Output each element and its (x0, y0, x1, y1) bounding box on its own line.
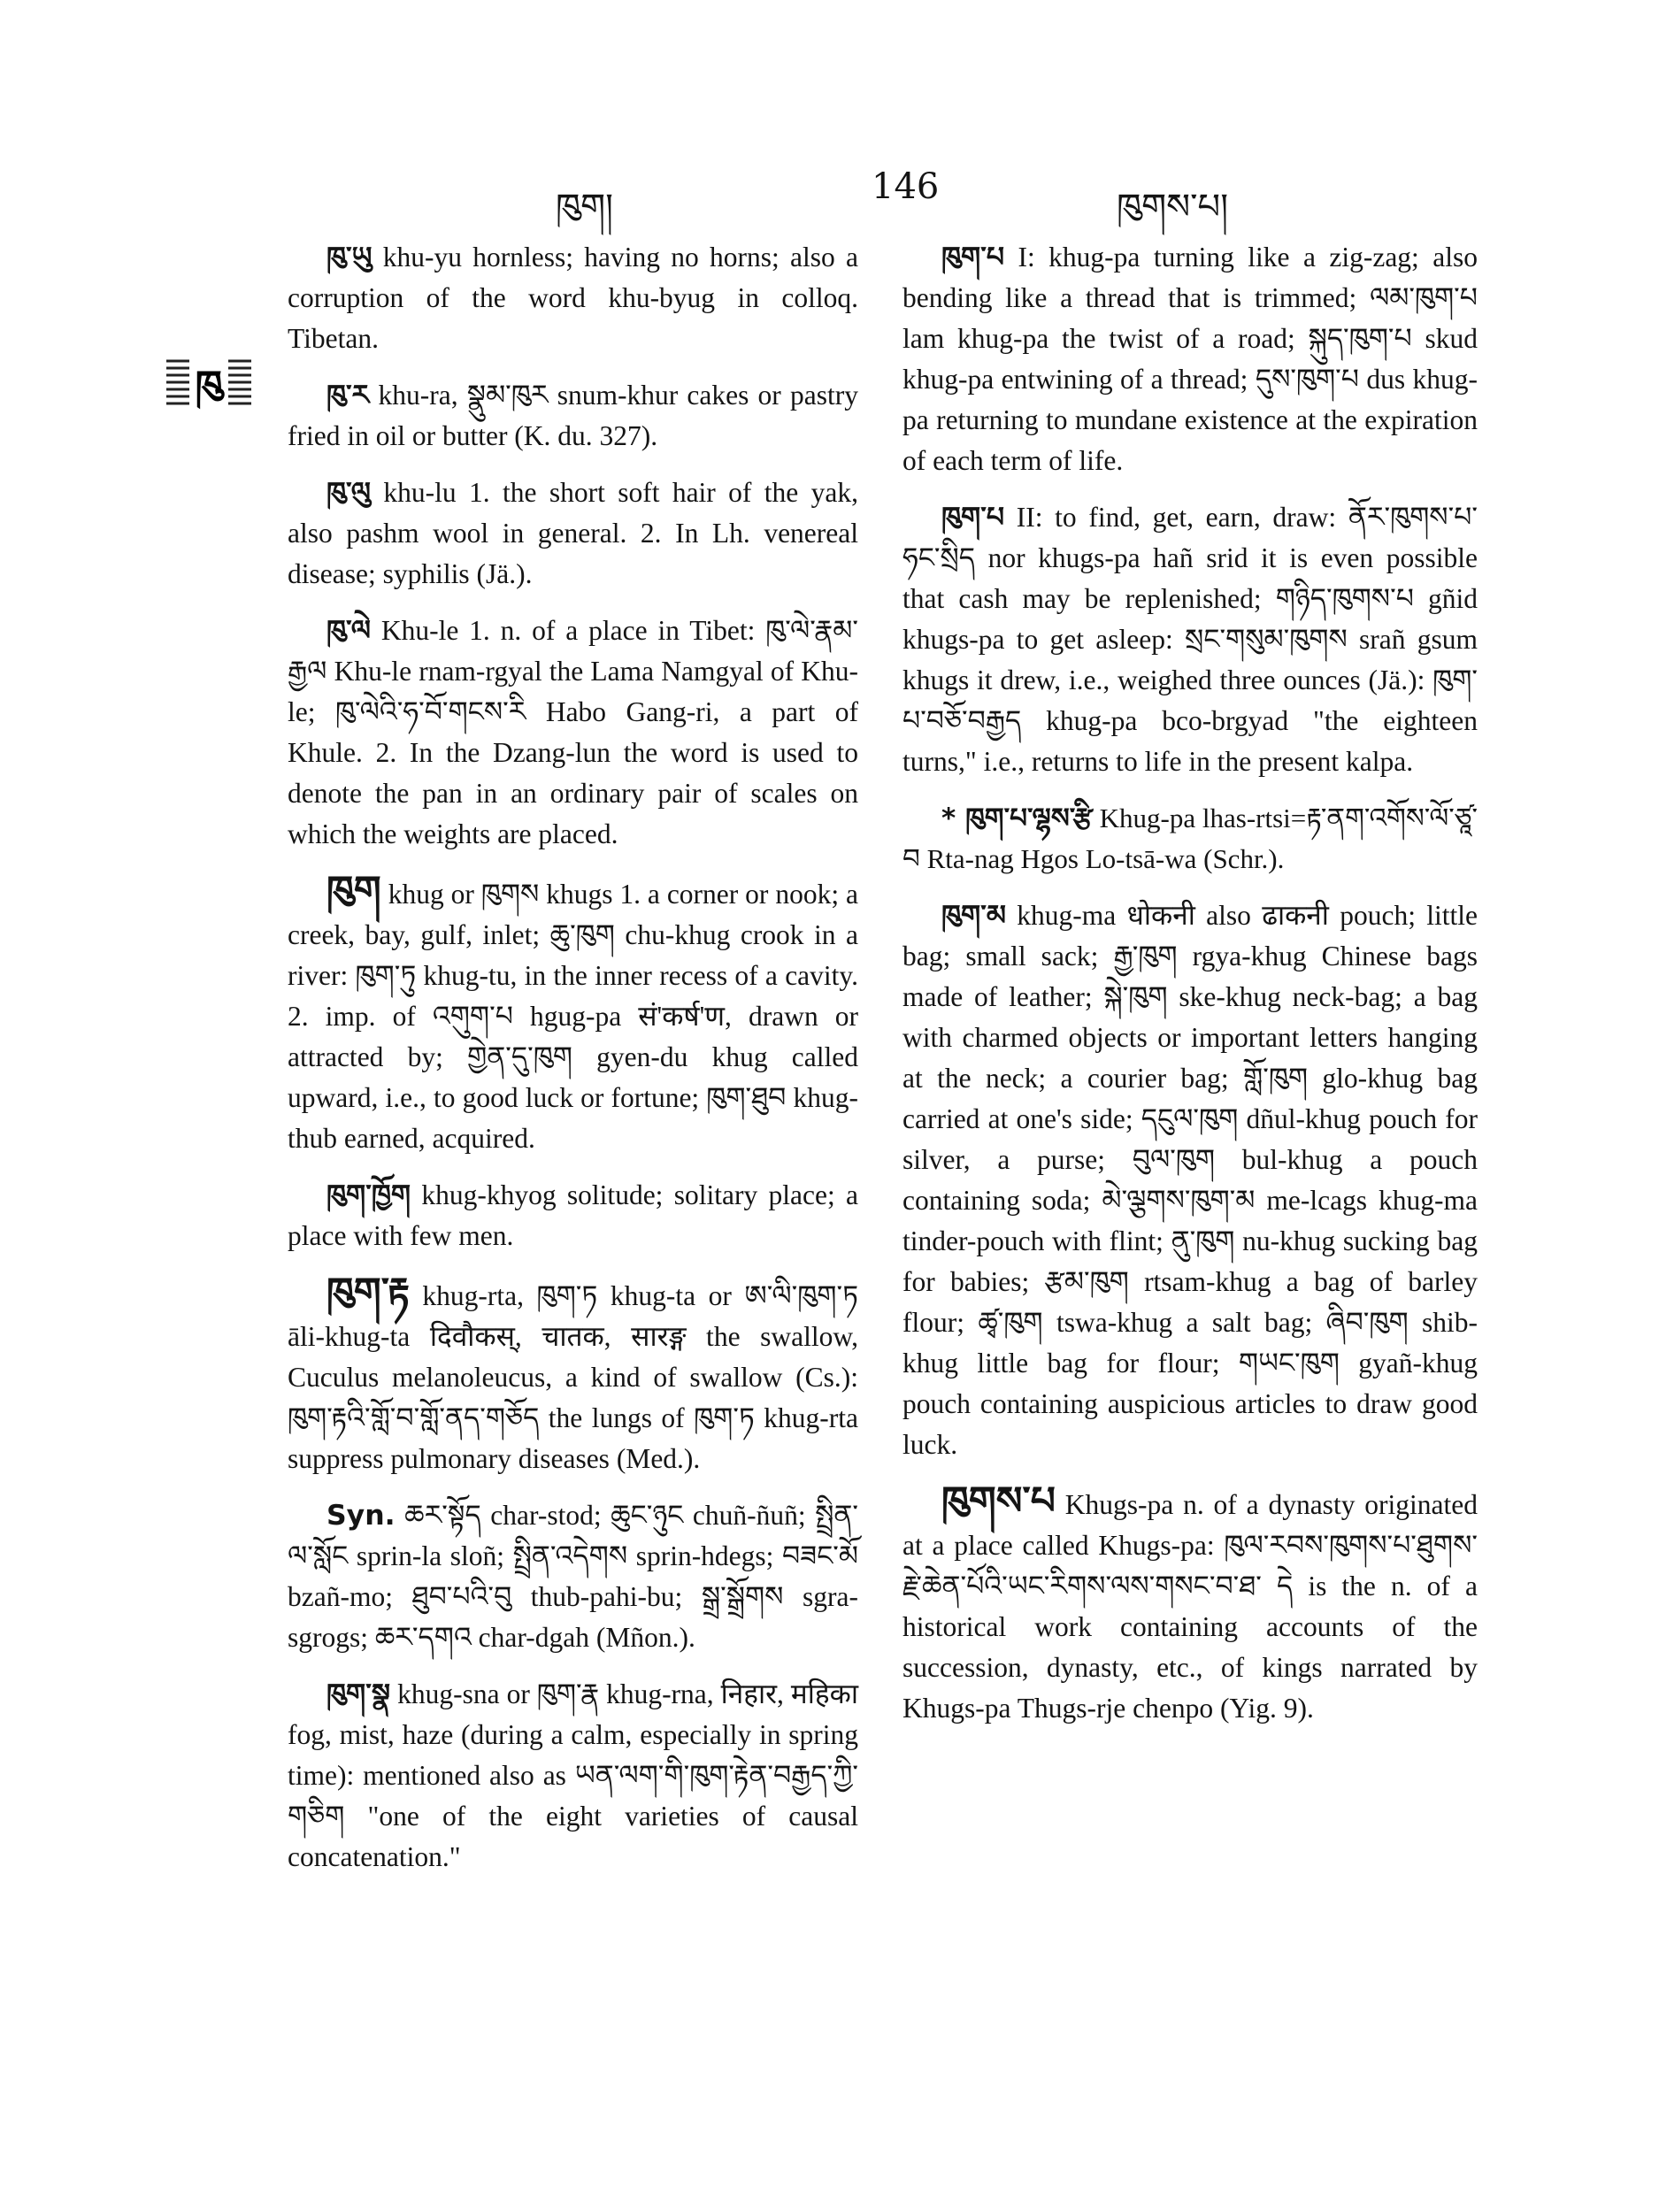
headword: ཁུག (326, 868, 381, 913)
headword: ཁུག་རྟ (326, 1270, 410, 1315)
definition: Khug-pa lhas-rtsi=རྟ་ནག་འགོས་ལོ་ཙཱ་བ Rta-nag Hgos Lo-tsā-wa (Schr.). (902, 803, 1478, 874)
definition: II: to find, get, earn, draw: ནོར་ཁུགས་པ་ཧང་སྲིད nor khugs-pa hañ srid it is even possible that cash may be replenished; གཉིད་ཁུགས་པ gñid khugs-pa to get asleep: སྲང་གསུམ་ཁུགས srañ gsum khugs it drew, i.e., weighed three ounces (Jä.): ཁུག་པ་བཅོ་བརྒྱད khug-pa bco-brgyad "the eighteen turns," i.e., returns to life in the present kalpa. (902, 502, 1478, 777)
definition: khu-lu 1. the short soft hair of the yak, also pashm wool in general. 2. In Lh. venereal disease; syphilis (Jä.). (288, 477, 858, 589)
left-column (288, 237, 858, 1893)
entry-khug-sna (288, 1674, 858, 1878)
headword: ཁུ་ལུ (326, 477, 371, 509)
right-column (902, 237, 1478, 1745)
headword: ཁུག་ཁྱོག (326, 1179, 411, 1211)
margin-mark-icon (165, 354, 253, 416)
definition: khug-ma धोकनी also ढाकनी pouch; little bag; small sack; རྒྱ་ཁུག rgya-khug Chinese bags made of leather; སྐེ་ཁུག ske-khug neck-bag; a bag with charmed objects or important letters hanging at the neck; a courier bag; གློ་ཁུག glo-khug bag carried at one's side; དངུལ་ཁུག dñul-khug pouch for silver, a purse; བུལ་ཁུག bul-khug a pouch containing soda; མེ་ལྕགས་ཁུག་མ me-lcags khug-ma tinder-pouch with flint; ནུ་ཁུག nu-khug sucking bag for babies; རྩམ་ཁུག rtsam-khug a bag of barley flour; ཚྭ་ཁུག tswa-khug a salt bag; ཞིབ་ཁུག shib-khug little bag for flour; གཡང་ཁུག gyañ-khug pouch containing auspicious articles to draw good luck. (902, 900, 1478, 1460)
headword: ཁུག་པ (941, 502, 1005, 534)
headword: Syn. (326, 1500, 396, 1532)
headword: ཁུ་ལེ (326, 615, 371, 647)
headword: ཁུ་ཡུ (326, 242, 373, 273)
entry-khu-ra (288, 375, 858, 457)
header-left-guide-word: ཁུག། (556, 187, 614, 227)
definition: khug-khyog solitude; solitary place; a place with few men. (288, 1179, 858, 1251)
entry-khu-yu (288, 237, 858, 359)
entry-synonyms (288, 1495, 858, 1658)
entry-khug-khyog (288, 1175, 858, 1256)
headword: ཁུ་ར (326, 380, 370, 411)
entry-khug-ma (902, 895, 1478, 1465)
entry-khug-pa-1 (902, 237, 1478, 481)
definition: ཆར་སྟོད char-stod; ཆུང་ཉུང chuñ-ñuñ; སྤྲིན་ལ་སློང sprin-la sloñ; སྤྲིན་འདེགས sprin-hdegs; བཟང་མོ bzañ-mo; ཐུབ་པའི་བུ thub-pahi-bu; སྒྲ་སྒྲོགས sgra-sgrogs; ཆར་དགའ char-dgah (Mñon.). (288, 1500, 858, 1653)
margin-mark-letter: ཁུ (195, 363, 223, 408)
page-header (0, 166, 1659, 227)
entry-khug-rta (288, 1272, 858, 1479)
definition: Khu-le 1. n. of a place in Tibet: ཁུ་ལེ་རྣམ་རྒྱལ Khu-le rnam-rgyal the Lama Namgyal of Khu-le; ཁུ་ལེའི་ཧ་བོ་གངས་རི Habo Gang-ri, a part of Khule. 2. In the Dzang-lun the word is used to denote the pan in an ordinary pair of scales on which the weights are placed. (288, 615, 858, 849)
page-number: 146 (872, 166, 940, 207)
headword: ཁུག་པ (941, 242, 1005, 273)
header-right-guide-word: ཁུགས་པ། (1117, 187, 1229, 227)
definition: I: khug-pa turning like a zig-zag; also bending like a thread that is trimmed; ལམ་ཁུག་པ lam khug-pa the twist of a road; སྐུད་ཁུག་པ skud khug-pa entwining of a thread; དུས་ཁུག་པ dus khug-pa returning to mundane existence at the expiration of each term of life. (902, 242, 1478, 476)
entry-khug (288, 868, 858, 1159)
entry-khu-le (288, 611, 858, 855)
entry-khu-lu (288, 472, 858, 595)
entry-khug-pa-lhas-rtsi (902, 798, 1478, 879)
headword: ཁུག་སྣ (326, 1678, 391, 1710)
definition: khu-ra, སྣུམ་ཁུར snum-khur cakes or pastry fried in oil or butter (K. du. 327). (288, 380, 858, 451)
definition: khug or ཁུགས khugs 1. a corner or nook; a creek, bay, gulf, inlet; ཆུ་ཁུག chu-khug crook in a river: ཁུག་ཏུ khug-tu, in the inner recess of a cavity. 2. imp. of འགུག་པ hgug-pa सं'कर्ष'ण, drawn or attracted by; གྱེན་དུ་ཁུག gyen-du khug called upward, i.e., to good luck or fortune; ཁུག་ཐུབ khug-thub earned, acquired. (288, 879, 858, 1154)
headword: ཁུགས་པ (941, 1479, 1056, 1524)
definition: khug-sna or ཁུག་རྣ khug-rna, निहार, महिका fog, mist, haze (during a calm, especially in spring time): mentioned also as ཡན་ལག་གི་ཁུག་རྟེན་བརྒྱད་ཀྱི་གཅིག "one of the eight varieties of causal concatenation." (288, 1678, 858, 1872)
entry-khugs-pa (902, 1481, 1478, 1729)
headword: * ཁུག་པ་ལྷས་རྩི (941, 803, 1093, 834)
margin-section-mark (165, 354, 253, 416)
definition: Khugs-pa n. of a dynasty originated at a place called Khugs-pa: ཁུལ་རབས་ཁུགས་པ་ཐུགས་རྗེ་ཆེན་པོའི་ཡང་རིགས་ལས་གསང་བ་ཐ་ དེ is the n. of a historical work containing accounts of the succession, dynasty, etc., of kings narrated by Khugs-pa Thugs-rje chenpo (Yig. 9). (902, 1489, 1478, 1724)
definition: khu-yu hornless; having no horns; also a corruption of the word khu-byug in colloq. Tibetan. (288, 242, 858, 354)
entry-khug-pa-2 (902, 497, 1478, 782)
headword: ཁུག་མ (941, 900, 1006, 932)
definition: khug-rta, ཁུག་ཏ khug-ta or ཨ་ལི་ཁུག་ཏ āli-khug-ta दिवौकस्, चातक, सारङ्ग the swallow, Cuculus melanoleucus, a kind of swallow (Cs.): ཁུག་རྟའི་གློ་བ་གློ་ནད་གཅོད the lungs of ཁུག་ཏ khug-rta suppress pulmonary diseases (Med.). (288, 1280, 858, 1474)
